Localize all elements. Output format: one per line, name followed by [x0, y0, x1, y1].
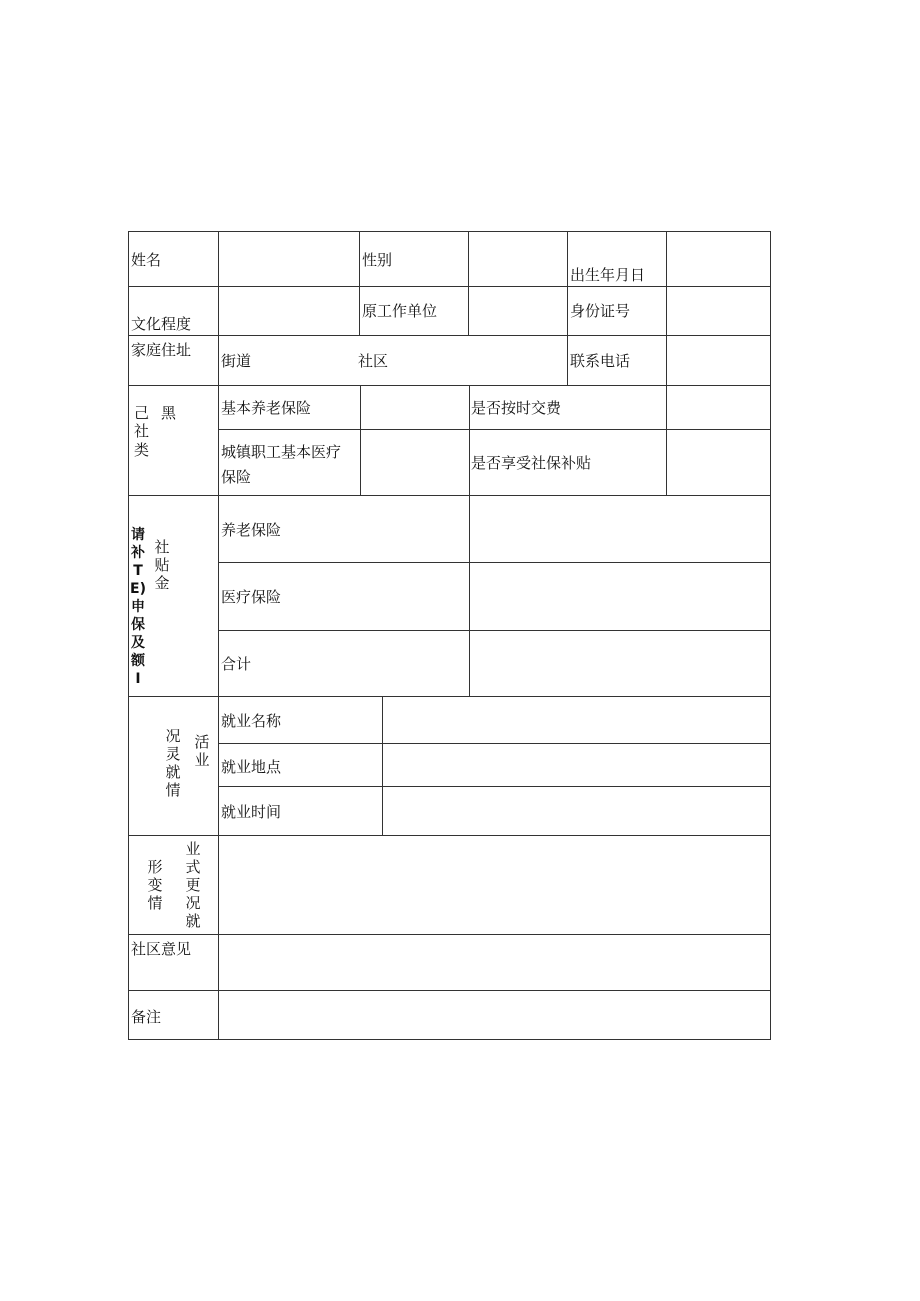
subsidy-received-label: 是否享受社保补贴	[471, 454, 592, 472]
rule	[128, 286, 771, 287]
subsidy-total-label: 合计	[221, 655, 252, 673]
rule	[770, 231, 771, 1040]
job-name-label: 就业名称	[221, 712, 282, 730]
job-location-label: 就业地点	[221, 758, 282, 776]
rule	[128, 231, 771, 232]
address-label: 家庭住址	[131, 341, 192, 359]
education-label: 文化程度	[131, 315, 192, 333]
rule	[666, 231, 667, 495]
name-label: 姓名	[131, 251, 162, 269]
rule	[567, 231, 568, 385]
rule	[218, 429, 771, 430]
pension-insurance-label: 基本养老保险	[221, 399, 312, 417]
flex-group-col1: 况灵就情	[165, 727, 181, 799]
previous-employer-label: 原工作单位	[362, 302, 438, 320]
rule	[218, 231, 219, 1040]
rule	[382, 696, 383, 835]
rule	[360, 385, 361, 495]
job-time-label: 就业时间	[221, 803, 282, 821]
subsidy-medical-label: 医疗保险	[221, 588, 282, 606]
rule	[128, 990, 771, 991]
rule	[128, 934, 771, 935]
rule	[469, 385, 470, 696]
rule	[468, 231, 469, 335]
rule	[218, 630, 771, 631]
subsidy-pension-label: 养老保险	[221, 521, 282, 539]
rule	[128, 495, 771, 496]
community-opinion-label: 社区意见	[131, 940, 192, 958]
id-number-label: 身份证号	[570, 302, 631, 320]
rule	[128, 696, 771, 697]
street-label: 街道	[221, 352, 252, 370]
birth-date-label: 出生年月日	[570, 266, 646, 284]
rule	[128, 335, 771, 336]
rule	[128, 1039, 771, 1040]
gender-label: 性别	[362, 251, 393, 269]
community-label: 社区	[358, 352, 389, 370]
rule	[218, 786, 771, 787]
medical-insurance-label-line2: 保险	[221, 468, 252, 486]
rule	[218, 743, 771, 744]
insured-group-char: 黑	[161, 404, 177, 422]
paid-on-time-label: 是否按时交费	[471, 399, 562, 417]
flex-group-col2: 活业	[194, 733, 210, 769]
change-group-col1: 形变情	[147, 858, 163, 912]
insured-group-char: 类	[134, 441, 150, 459]
remarks-label: 备注	[131, 1008, 162, 1026]
rule	[128, 835, 771, 836]
rule	[218, 562, 771, 563]
rule	[128, 385, 771, 386]
insured-group-char: 己	[134, 404, 150, 422]
rule	[359, 231, 360, 335]
apply-group-col1: 请补TE)申保及额I	[130, 527, 146, 687]
insured-group-char: 社	[134, 422, 150, 440]
phone-label: 联系电话	[570, 352, 631, 370]
apply-group-col2: 社贴金	[154, 538, 170, 592]
change-group-col2: 业式更况就	[185, 840, 201, 930]
medical-insurance-label-line1: 城镇职工基本医疗	[221, 443, 342, 461]
